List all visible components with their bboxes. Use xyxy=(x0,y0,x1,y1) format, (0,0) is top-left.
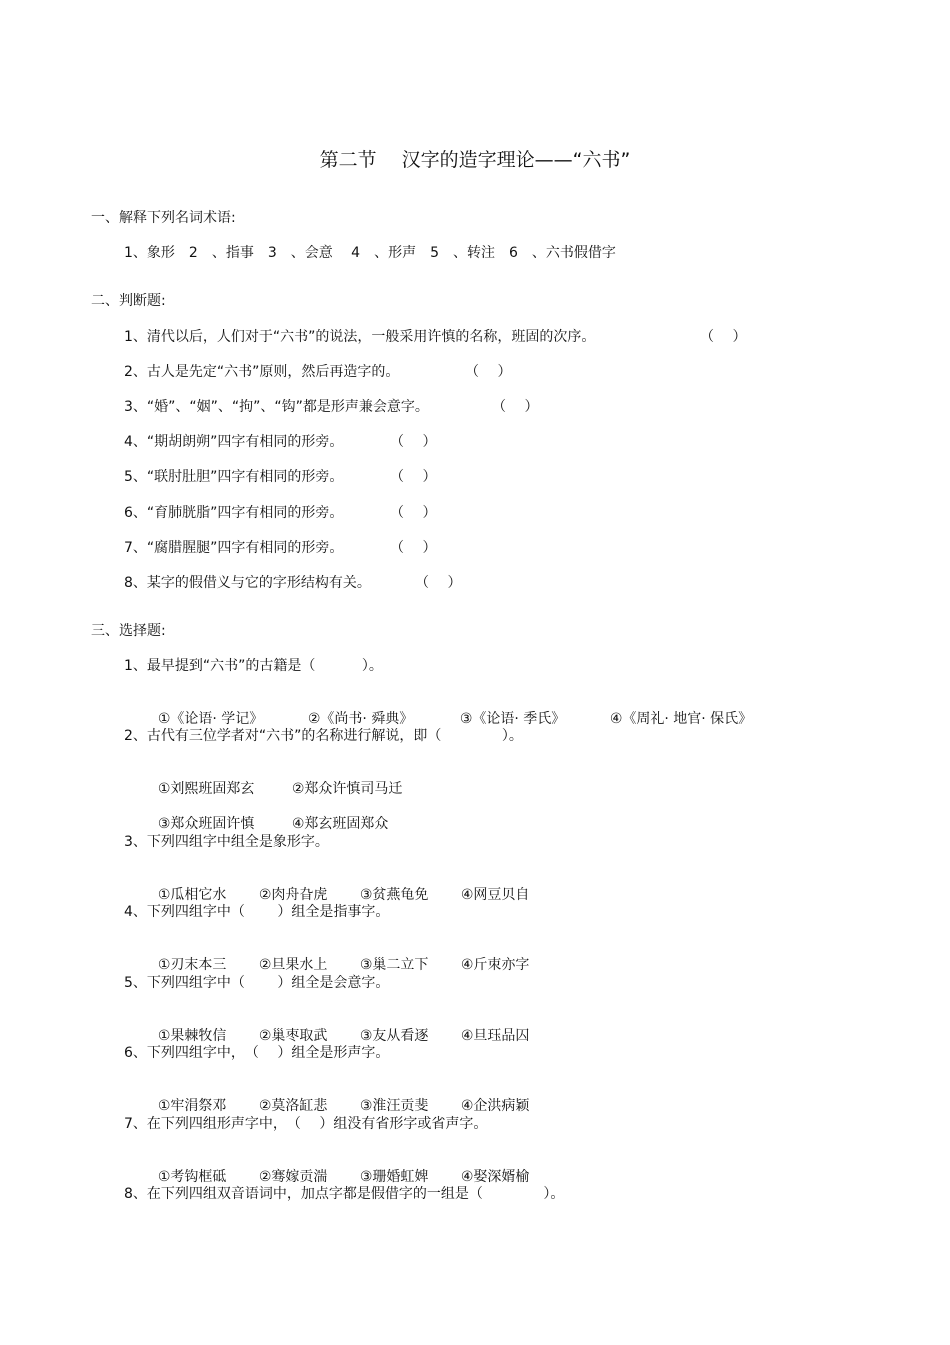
option: ③巢二立下 xyxy=(359,957,429,973)
option: ④《周礼· 地官· 保氏》 xyxy=(609,711,753,727)
choice-question-1: 1、最早提到“六书”的古籍是（ ）。 xyxy=(124,658,383,674)
option: ②郑众许慎司马迁 xyxy=(291,781,403,797)
option: ④旦珏品囚 xyxy=(460,1028,530,1044)
choice-question-4: 4、下列四组字中（ ）组全是指事字。 xyxy=(124,904,390,920)
option: ④企洪病颖 xyxy=(460,1098,530,1114)
option: ①刘熙班固郑玄 xyxy=(157,781,255,797)
option: ③郑众班固许慎 xyxy=(157,816,255,832)
answer-paren: （ ） xyxy=(390,434,437,450)
option: ②《尚书· 舜典》 xyxy=(307,711,414,727)
option: ④斤朿亦字 xyxy=(460,957,530,973)
option: ②莫洛缸悲 xyxy=(258,1098,328,1114)
option: ①果棘牧信 xyxy=(157,1028,227,1044)
judge-item-3: 3、“婚”、“姻”、“拘”、“钩”都是形声兼会意字。 xyxy=(124,399,429,415)
section-heading-1: 一、解释下列名词术语: xyxy=(91,210,236,226)
judge-item-7: 7、“腐腊腥腿”四字有相同的形旁。 xyxy=(124,540,344,556)
option: ①刃末本三 xyxy=(157,957,227,973)
option: ④娶深婿榆 xyxy=(460,1169,530,1185)
choice-question-8: 8、在下列四组双音语词中，加点字都是假借字的一组是（ ）。 xyxy=(124,1186,565,1202)
choice-question-6: 6、下列四组字中， （ ）组全是形声字。 xyxy=(124,1045,390,1061)
option: ②旦果水上 xyxy=(258,957,328,973)
option: ①考钩框砥 xyxy=(157,1169,227,1185)
judge-item-8: 8、某字的假借义与它的字形结构有关。 xyxy=(124,575,371,591)
choice-question-5: 5、下列四组字中（ ）组全是会意字。 xyxy=(124,975,390,991)
judge-item-1: 1、清代以后，人们对于“六书”的说法，一般采用许慎的名称，班固的次序。 xyxy=(124,329,596,345)
option: ③贫燕龟免 xyxy=(359,887,429,903)
answer-paren: （ ） xyxy=(492,399,539,415)
answer-paren: （ ） xyxy=(465,364,512,380)
answer-paren: （ ） xyxy=(390,540,437,556)
option: ②肉舟旮虎 xyxy=(258,887,328,903)
option: ③淮汪贡斐 xyxy=(359,1098,429,1114)
choice-question-2: 2、古代有三位学者对“六书”的名称进行解说，即（ ）。 xyxy=(124,728,523,744)
answer-paren: （ ） xyxy=(700,329,747,345)
choice-question-3: 3、下列四组字中组全是象形字。 xyxy=(124,834,329,850)
option: ④郑玄班固郑众 xyxy=(291,816,389,832)
option: ③珊婚虹婢 xyxy=(359,1169,429,1185)
judge-item-6: 6、“育肺胱脂”四字有相同的形旁。 xyxy=(124,505,344,521)
page-title: 第二节 汉字的造字理论——“六书” xyxy=(319,149,631,171)
judge-item-2: 2、古人是先定“六书”原则，然后再造字的。 xyxy=(124,364,400,380)
answer-paren: （ ） xyxy=(415,575,462,591)
section-heading-2: 二、判断题: xyxy=(91,293,166,309)
choice-question-7: 7、在下列四组形声字中， （ ）组没有省形字或省声字。 xyxy=(124,1116,488,1132)
option: ①瓜相它水 xyxy=(157,887,227,903)
option: ①牢涓祭邓 xyxy=(157,1098,227,1114)
option: ②巢枣取武 xyxy=(258,1028,328,1044)
terms-list: 1、象形 2 、指事 3 、会意 4 、形声 5 、转注 6 、六书假借字 xyxy=(124,245,616,261)
option: ②骞嫁贡湍 xyxy=(258,1169,328,1185)
option: ③友从看逐 xyxy=(359,1028,429,1044)
judge-item-4: 4、“期胡朗朔”四字有相同的形旁。 xyxy=(124,434,344,450)
option: ③《论语· 季氏》 xyxy=(459,711,566,727)
option: ④网豆贝自 xyxy=(460,887,530,903)
option: ①《论语· 学记》 xyxy=(157,711,264,727)
answer-paren: （ ） xyxy=(390,505,437,521)
section-heading-3: 三、选择题: xyxy=(91,623,166,639)
judge-item-5: 5、“联肘肚胆”四字有相同的形旁。 xyxy=(124,469,344,485)
answer-paren: （ ） xyxy=(390,469,437,485)
